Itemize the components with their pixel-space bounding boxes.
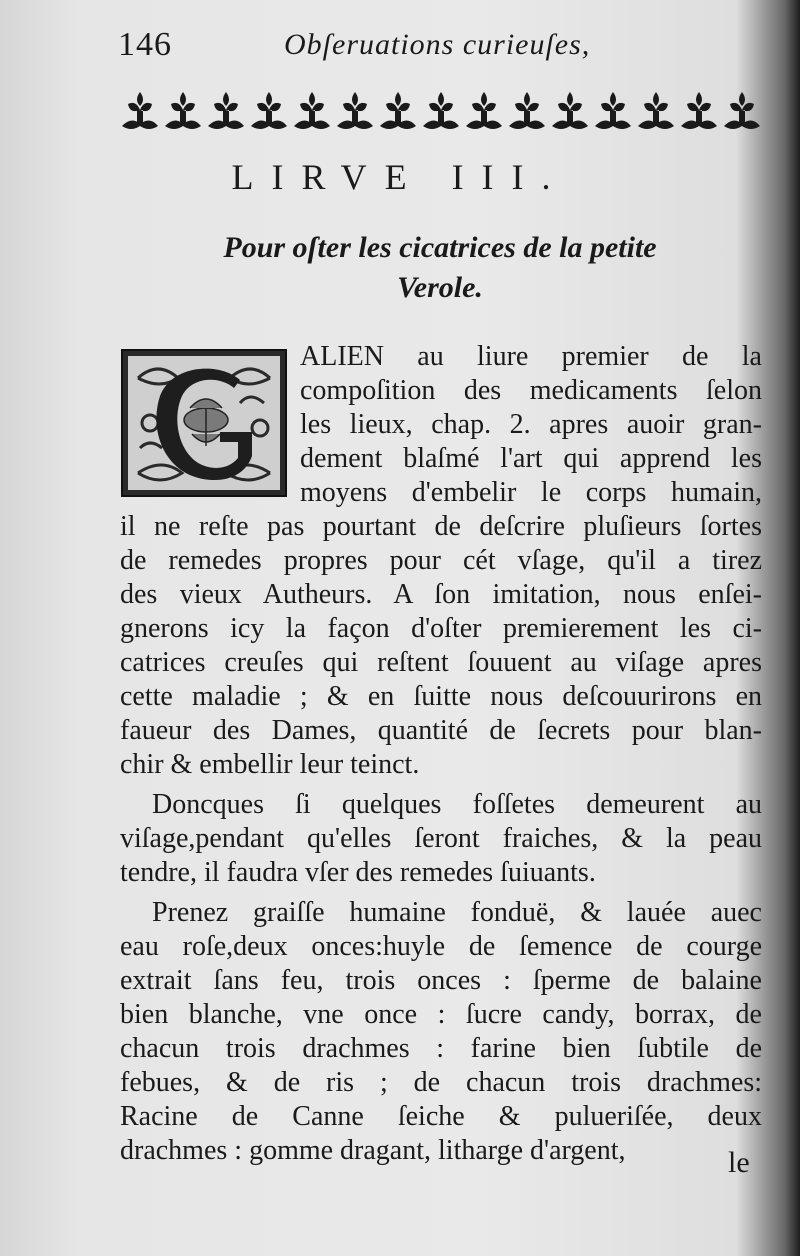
running-head (118, 22, 758, 78)
text-line: moyens d'embelir le corps humain, (300, 477, 762, 508)
text-line: catrices creuſes qui reſtent ſouuent au viſage apres (120, 647, 762, 678)
fleuron-icon (165, 92, 201, 129)
catchword: le (728, 1146, 750, 1179)
page-number: 146 (118, 26, 172, 63)
text-line: Prenez graiſſe humaine fonduë, & lauée auec (152, 897, 762, 928)
fleuron-icon (466, 92, 502, 129)
text-line: compoſition des medicaments ſelon (300, 375, 762, 406)
text-line: gnerons icy la façon d'oſter premierement les ci- (120, 613, 762, 644)
fleuron-ornament-icon (118, 86, 763, 136)
text-line: chir & embellir leur teinct. (120, 749, 420, 780)
text-line: bien blanche, vne once : ſucre candy, borrax, de (120, 999, 762, 1030)
text-line: extrait ſans feu, trois onces : ſperme de balaine (120, 965, 762, 996)
text-line: viſage,pendant qu'elles ſeront fraiches, & la peau (120, 823, 762, 854)
fleuron-icon (294, 92, 330, 129)
decorated-initial-g (120, 348, 288, 498)
decorated-initial-icon (120, 348, 288, 498)
text-line: les lieux, chap. 2. apres auoir gran- (300, 409, 762, 440)
fleuron-icon (724, 92, 760, 129)
fleuron-icon (509, 92, 545, 129)
text-line: il ne reſte pas pourtant de deſcrire pluſieurs ſortes (120, 511, 762, 542)
book-heading: LIRVE III. (231, 157, 569, 197)
text-line: Racine de Canne ſeiche & pulueriſée, deux (120, 1101, 762, 1132)
text-line: dement blaſmé l'art qui apprend les (300, 443, 762, 474)
fleuron-icon (380, 92, 416, 129)
chapter-title-line-2: Verole. (397, 271, 483, 304)
text-line: de remedes propres pour cét vſage, qu'il a tirez (120, 545, 762, 576)
fleuron-icon (595, 92, 631, 129)
text-line: faueur des Dames, quantité de ſecrets pour blan- (120, 715, 762, 746)
text-line: febues, & de ris ; de chacun trois drachmes: (120, 1067, 762, 1098)
fleuron-icon (552, 92, 588, 129)
fleuron-icon (208, 92, 244, 129)
text-line: tendre, il faudra vſer des remedes ſuiuants. (120, 857, 596, 888)
text-line: ALIEN au liure premier de la (300, 341, 762, 372)
text-line: chacun trois drachmes : farine bien ſubtile de (120, 1033, 762, 1064)
fleuron-icon (122, 92, 158, 129)
chapter-title (80, 228, 800, 308)
chapter-title-line-1: Pour oſter les cicatrices de la petite (223, 231, 657, 264)
running-title: Obſeruations curieuſes, (284, 28, 591, 61)
text-line: eau roſe,deux onces:huyle de ſemence de courge (120, 931, 762, 962)
fleuron-icon (423, 92, 459, 129)
fleuron-icon (251, 92, 287, 129)
fleuron-icon (638, 92, 674, 129)
fleuron-icon (681, 92, 717, 129)
text-line: cette maladie ; & en ſuitte nous deſcouurirons en (120, 681, 762, 712)
text-line: Doncques ſi quelques foſſetes demeurent au (152, 789, 762, 820)
fleuron-icon (337, 92, 373, 129)
text-line: des vieux Autheurs. A ſon imitation, nous enſei- (120, 579, 762, 610)
fleuron-ornament-band (118, 86, 763, 136)
text-line: drachmes : gomme dragant, litharge d'argent, (120, 1135, 626, 1166)
